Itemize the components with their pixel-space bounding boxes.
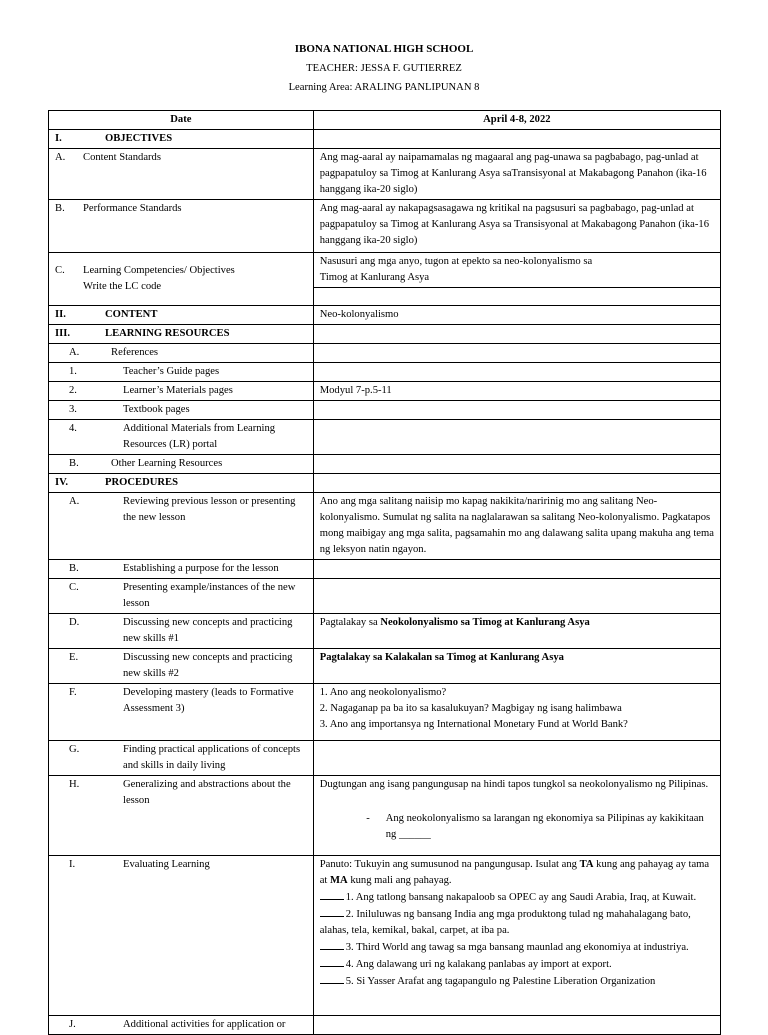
evaluation-item: 4. Ang dalawang uri ng kalakang panlabas ay import at export. [320,956,714,973]
date-value: April 4-8, 2022 [313,111,720,130]
procedure-e-row [49,649,721,684]
procedure-h-row [49,776,721,856]
ref-item-value [313,363,720,382]
evaluation-item: 1. Ang tatlong bansang nakapaloob sa OPEC ay ang Saudi Arabia, Iraq, at Kuwait. [320,889,714,906]
answer-blank [320,939,344,950]
evaluation-instructions: Panuto: Tukuyin ang sumusunod na pangungusap. Isulat ang TA kung ang pahayag ay tama at MA kung mali ang pahayag. [319,859,710,886]
competencies-value-line2: Timog at Kanlurang Asya [319,272,430,283]
content-value: Neo-kolonyalismo [313,306,720,325]
ref-item-value: Modyul 7-p.5-11 [313,382,720,401]
performance-standards-value: Ang mag-aaral ay nakapagsasagawa ng kritikal na pagsusuri sa pagbabago, pag-unlad at pagpapatuloy sa Timog at Kanlurang Asya sa Transisyonal at Makabagong Panahon (ika-16 hanggang ika-20 siglo) [313,200,720,253]
competencies-row-1 [49,253,721,288]
other-resources-row [49,455,721,474]
answer-blank [320,956,344,967]
procedure-j-num: J. [69,1019,76,1030]
procedure-i-label: Evaluating Learning [123,859,210,870]
procedure-d-topic: Neokolonyalismo sa Timog at Kanlurang Asya [380,617,590,628]
answer-blank [320,889,344,900]
performance-standards-num: B. [55,203,65,214]
procedure-h-label: Generalizing and abstractions about the lesson [123,779,291,806]
ref-item-value [313,401,720,420]
content-standards-label: Content Standards [83,152,161,163]
procedure-b-label: Establishing a purpose for the lesson [123,563,279,574]
ref-item-num: 2. [69,385,77,396]
question-item: 3. Ano ang importansya ng International Monetary Fund at World Bank? [319,719,628,730]
procedure-d-label: Discussing new concepts and practicing new skills #1 [123,617,293,644]
competencies-num: C. [55,265,65,276]
competencies-value-line1: Nasusuri ang mga anyo, tugon at epekto sa neo-kolonyalismo sa [319,256,593,267]
procedure-a-row [49,493,721,560]
references-row [49,344,721,363]
procedure-g-num: G. [69,744,80,755]
procedure-e-label: Discussing new concepts and practicing new skills #2 [123,652,293,679]
procedure-d-prefix: Pagtalakay sa [319,617,381,628]
date-label: Date [49,111,314,130]
lc-code-label: Write the LC code [83,281,162,292]
procedure-f-label: Developing mastery (leads to Formative Assessment 3) [123,687,294,714]
date-row [49,111,721,130]
procedure-j-row [49,1016,721,1035]
question-item: 2. Nagaganap pa ba ito sa kasalukuyan? Magbigay ng isang halimbawa [319,703,622,714]
other-resources-label: Other Learning Resources [111,458,223,469]
school-name: IBONA NATIONAL HIGH SCHOOL [294,43,474,55]
procedure-b-num: B. [69,563,79,574]
objectives-num: I. [55,133,62,144]
ref-item-num: 4. [69,423,77,434]
other-resources-num: B. [69,458,79,469]
lesson-plan-table [48,110,721,1035]
procedure-c-label: Presenting example/instances of the new lesson [123,582,296,609]
procedure-a-value: Ano ang mga salitang naiisip mo kapag nakikita/naririnig mo ang salitang Neo-kolonyalismo. Sumulat ng salita na naglalarawan sa salitang Neo-kolonyalismo. Pagkatapos mong maibigay ang mga salita, pagsamahin mo ang dalawang salita upang makuha ang tema ng leksyon natin ngayon. [313,493,720,560]
answer-blank [320,973,344,984]
procedure-h-num: H. [69,779,80,790]
references-label: References [111,347,159,358]
procedures-num: IV. [55,477,69,488]
procedure-h-value: Dugtungan ang isang pangungusap na hindi tapos tungkol sa neokolonyalismo ng Pilipinas. [319,779,709,790]
procedure-j-label: Additional activities for application or [123,1019,286,1030]
performance-standards-row [49,200,721,253]
completion-item-text: Ang neokolonyalismo sa larangan ng ekonomiya sa Pilipinas ay kakikitaan ng ______ [385,813,704,840]
ref-item-label: Teacher’s Guide pages [123,366,220,377]
ref-item-row [49,363,721,382]
learning-resources-label: LEARNING RESOURCES [105,328,230,339]
procedure-f-num: F. [69,687,77,698]
evaluation-item: 5. Si Yasser Arafat ang tagapangulo ng Palestine Liberation Organization [320,973,714,990]
content-standards-value: Ang mag-aaral ay naipamamalas ng magaaral ang pag-unawa sa pagbabago, pag-unlad at pagpapatuloy sa Timog at Kanlurang Asya saTransisyonal at Makabagong Panahon (ika-16 hanggang ika-20 siglo) [313,149,720,200]
teacher-name: TEACHER: JESSA F. GUTIERREZ [306,63,462,74]
ref-item-label: Learner’s Materials pages [123,385,233,396]
content-label: CONTENT [105,309,158,320]
ref-item-value [313,420,720,455]
objectives-row [49,130,721,149]
evaluation-item: 3. Third World ang tawag sa mga bansang maunlad ang ekonomiya at industriya. [320,939,714,956]
document-header [0,40,768,97]
ref-item-num: 1. [69,366,77,377]
procedure-c-row [49,579,721,614]
procedures-label: PROCEDURES [105,477,178,488]
procedures-row [49,474,721,493]
procedure-a-num: A. [69,496,80,507]
procedure-d-num: D. [69,617,80,628]
procedure-g-row [49,741,721,776]
learning-area: Learning Area: ARALING PANLIPUNAN 8 [288,82,480,93]
ref-item-row [49,382,721,401]
procedure-i-num: I. [69,859,76,870]
ref-item-label: Textbook pages [123,404,190,415]
performance-standards-label: Performance Standards [83,203,182,214]
completion-item [320,811,714,843]
learning-resources-row [49,325,721,344]
procedure-f-row [49,684,721,741]
answer-blank [320,906,344,917]
ref-item-row [49,401,721,420]
ta-code: TA [579,859,594,870]
learning-resources-num: III. [55,328,71,339]
procedure-i-row [49,856,721,1016]
question-item: 1. Ano ang neokolonyalismo? [319,687,447,698]
ref-item-label: Additional Materials from Learning Resources (LR) portal [123,423,276,450]
procedure-e-num: E. [69,652,79,663]
content-standards-row [49,149,721,200]
procedure-c-num: C. [69,582,79,593]
procedure-a-label: Reviewing previous lesson or presenting the new lesson [123,496,296,523]
ref-item-row [49,420,721,455]
procedure-e-topic: Pagtalakay sa Kalakalan sa Timog at Kanlurang Asya [319,652,564,663]
procedure-d-row [49,614,721,649]
ma-code: MA [330,875,348,886]
content-num: II. [55,309,66,320]
content-row [49,306,721,325]
content-standards-num: A. [55,152,66,163]
dash-bullet: - [366,813,370,824]
procedure-g-label: Finding practical applications of concepts and skills in daily living [123,744,301,771]
objectives-label: OBJECTIVES [105,133,173,144]
ref-item-num: 3. [69,404,77,415]
evaluation-item: 2. Iniluluwas ng bansang India ang mga produktong tulad ng mahahalagang bato, alahas, tela, kemikal, bakal, carpet, at iba pa. [320,906,714,939]
procedure-b-row [49,560,721,579]
competencies-label: Learning Competencies/ Objectives [83,265,235,276]
references-num: A. [69,347,80,358]
